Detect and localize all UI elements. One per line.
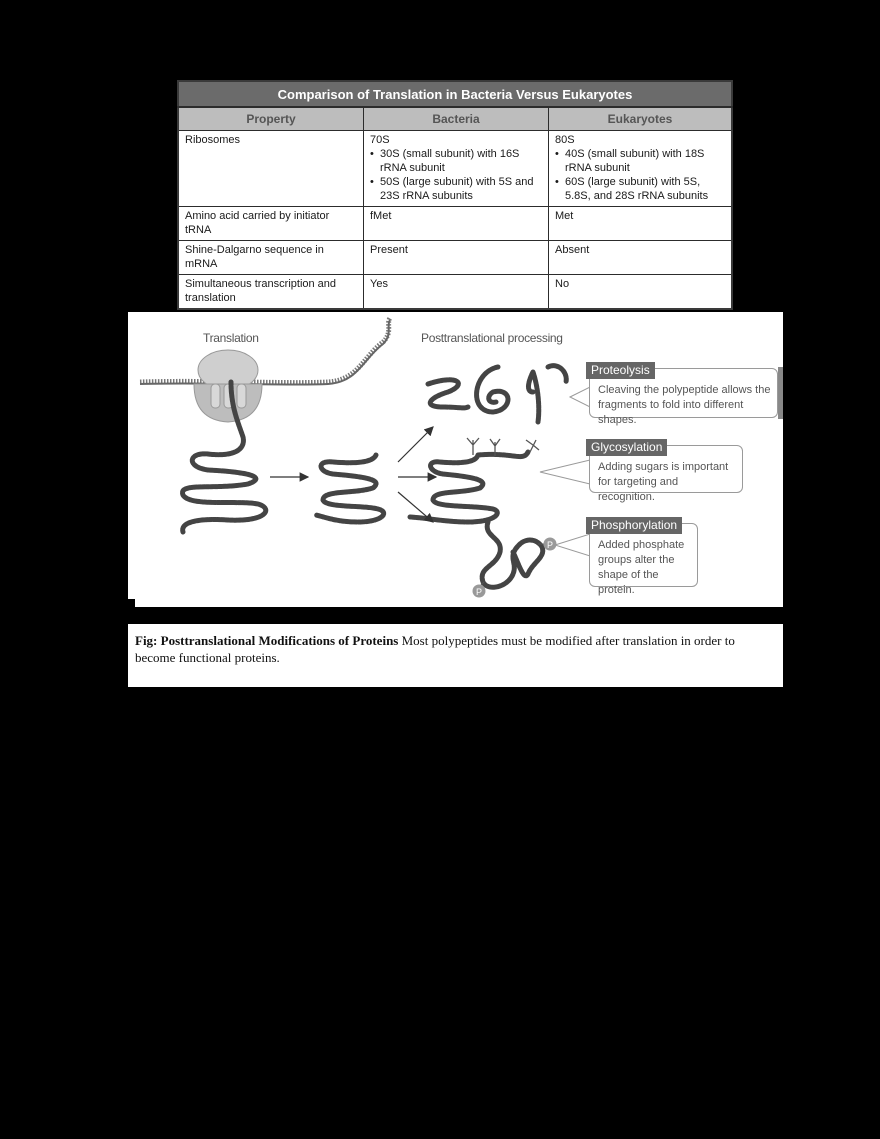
mrna-strand-icon	[140, 318, 390, 385]
eukaryote-ribosome-main: 80S	[555, 134, 575, 146]
callout-proteolysis	[589, 363, 778, 426]
figure-caption	[128, 624, 783, 687]
table-header-row	[178, 107, 732, 131]
cell-bacteria: Yes	[364, 275, 549, 310]
edge-bar	[778, 367, 783, 419]
fragment-chain-icon	[428, 380, 468, 408]
svg-text:P: P	[475, 587, 483, 597]
table-title: Comparison of Translation in Bacteria Versus Eukaryotes	[178, 81, 732, 107]
table-row	[178, 241, 732, 275]
header-eukaryotes: Eukaryotes	[549, 107, 733, 131]
table-row	[178, 207, 732, 241]
callout-tag: Glycosylation	[586, 439, 667, 456]
bullet-item: • 30S (small subunit) with 16S rRNA subunit	[380, 147, 542, 175]
caption-title: Fig: Posttranslational Modifications of Proteins	[135, 633, 399, 648]
header-property: Property	[178, 107, 364, 131]
callout-phosphorylation	[589, 518, 698, 596]
translation-label: Translation	[203, 331, 259, 345]
cell-property: Shine-Dalgarno sequence in mRNA	[178, 241, 364, 275]
cell-eukaryotes: Absent	[549, 241, 733, 275]
callout-glycosylation	[589, 440, 743, 503]
callout-tag: Phosphorylation	[586, 517, 682, 534]
bullet-item: • 60S (large subunit) with 5S, 5.8S, and 28S rRNA subunits	[565, 175, 725, 203]
posttranslational-figure	[128, 312, 783, 607]
cell-eukaryotes: Met	[549, 207, 733, 241]
callout-tag: Proteolysis	[586, 362, 655, 379]
callout-text: Cleaving the polypeptide allows the fragments to fold into different shapes.	[598, 384, 771, 426]
table-row	[178, 131, 732, 207]
caption-text: Most polypeptides must be modified after translation in order to become functional proteins.	[135, 633, 735, 665]
table-row	[178, 275, 732, 310]
arrow-icon	[398, 427, 433, 462]
comparison-table	[177, 80, 733, 310]
cell-bacteria: Present	[364, 241, 549, 275]
cell-bacteria: fMet	[364, 207, 549, 241]
corner-notch	[128, 599, 135, 607]
cell-property: Amino acid carried by initiator tRNA	[178, 207, 364, 241]
header-bacteria: Bacteria	[364, 107, 549, 131]
callout-text: Added phosphate groups alter the shape of the protein.	[598, 539, 685, 596]
fragment-chain-icon	[528, 366, 566, 422]
cell-eukaryotes: No	[549, 275, 733, 310]
ribosome-icon	[194, 350, 262, 422]
cell-bacteria	[364, 131, 549, 207]
callout-text: Adding sugars is important for targeting and recognition.	[598, 461, 729, 503]
phosphorylated-chain-icon	[482, 522, 543, 587]
bullet-item: • 50S (large subunit) with 5S and 23S rRNA subunits	[380, 175, 542, 203]
posttranslational-label: Posttranslational processing	[421, 331, 563, 345]
bacteria-ribosome-main: 70S	[370, 134, 390, 146]
fragment-chain-icon	[477, 367, 508, 412]
glycosylated-chain-icon	[410, 452, 528, 522]
bullet-item: • 40S (small subunit) with 18S rRNA subunit	[565, 147, 725, 175]
folded-chain-icon	[316, 455, 384, 522]
cell-property: Simultaneous transcription and translation	[178, 275, 364, 310]
cell-eukaryotes	[549, 131, 733, 207]
svg-text:P: P	[546, 540, 554, 550]
cell-property: Ribosomes	[178, 131, 364, 207]
